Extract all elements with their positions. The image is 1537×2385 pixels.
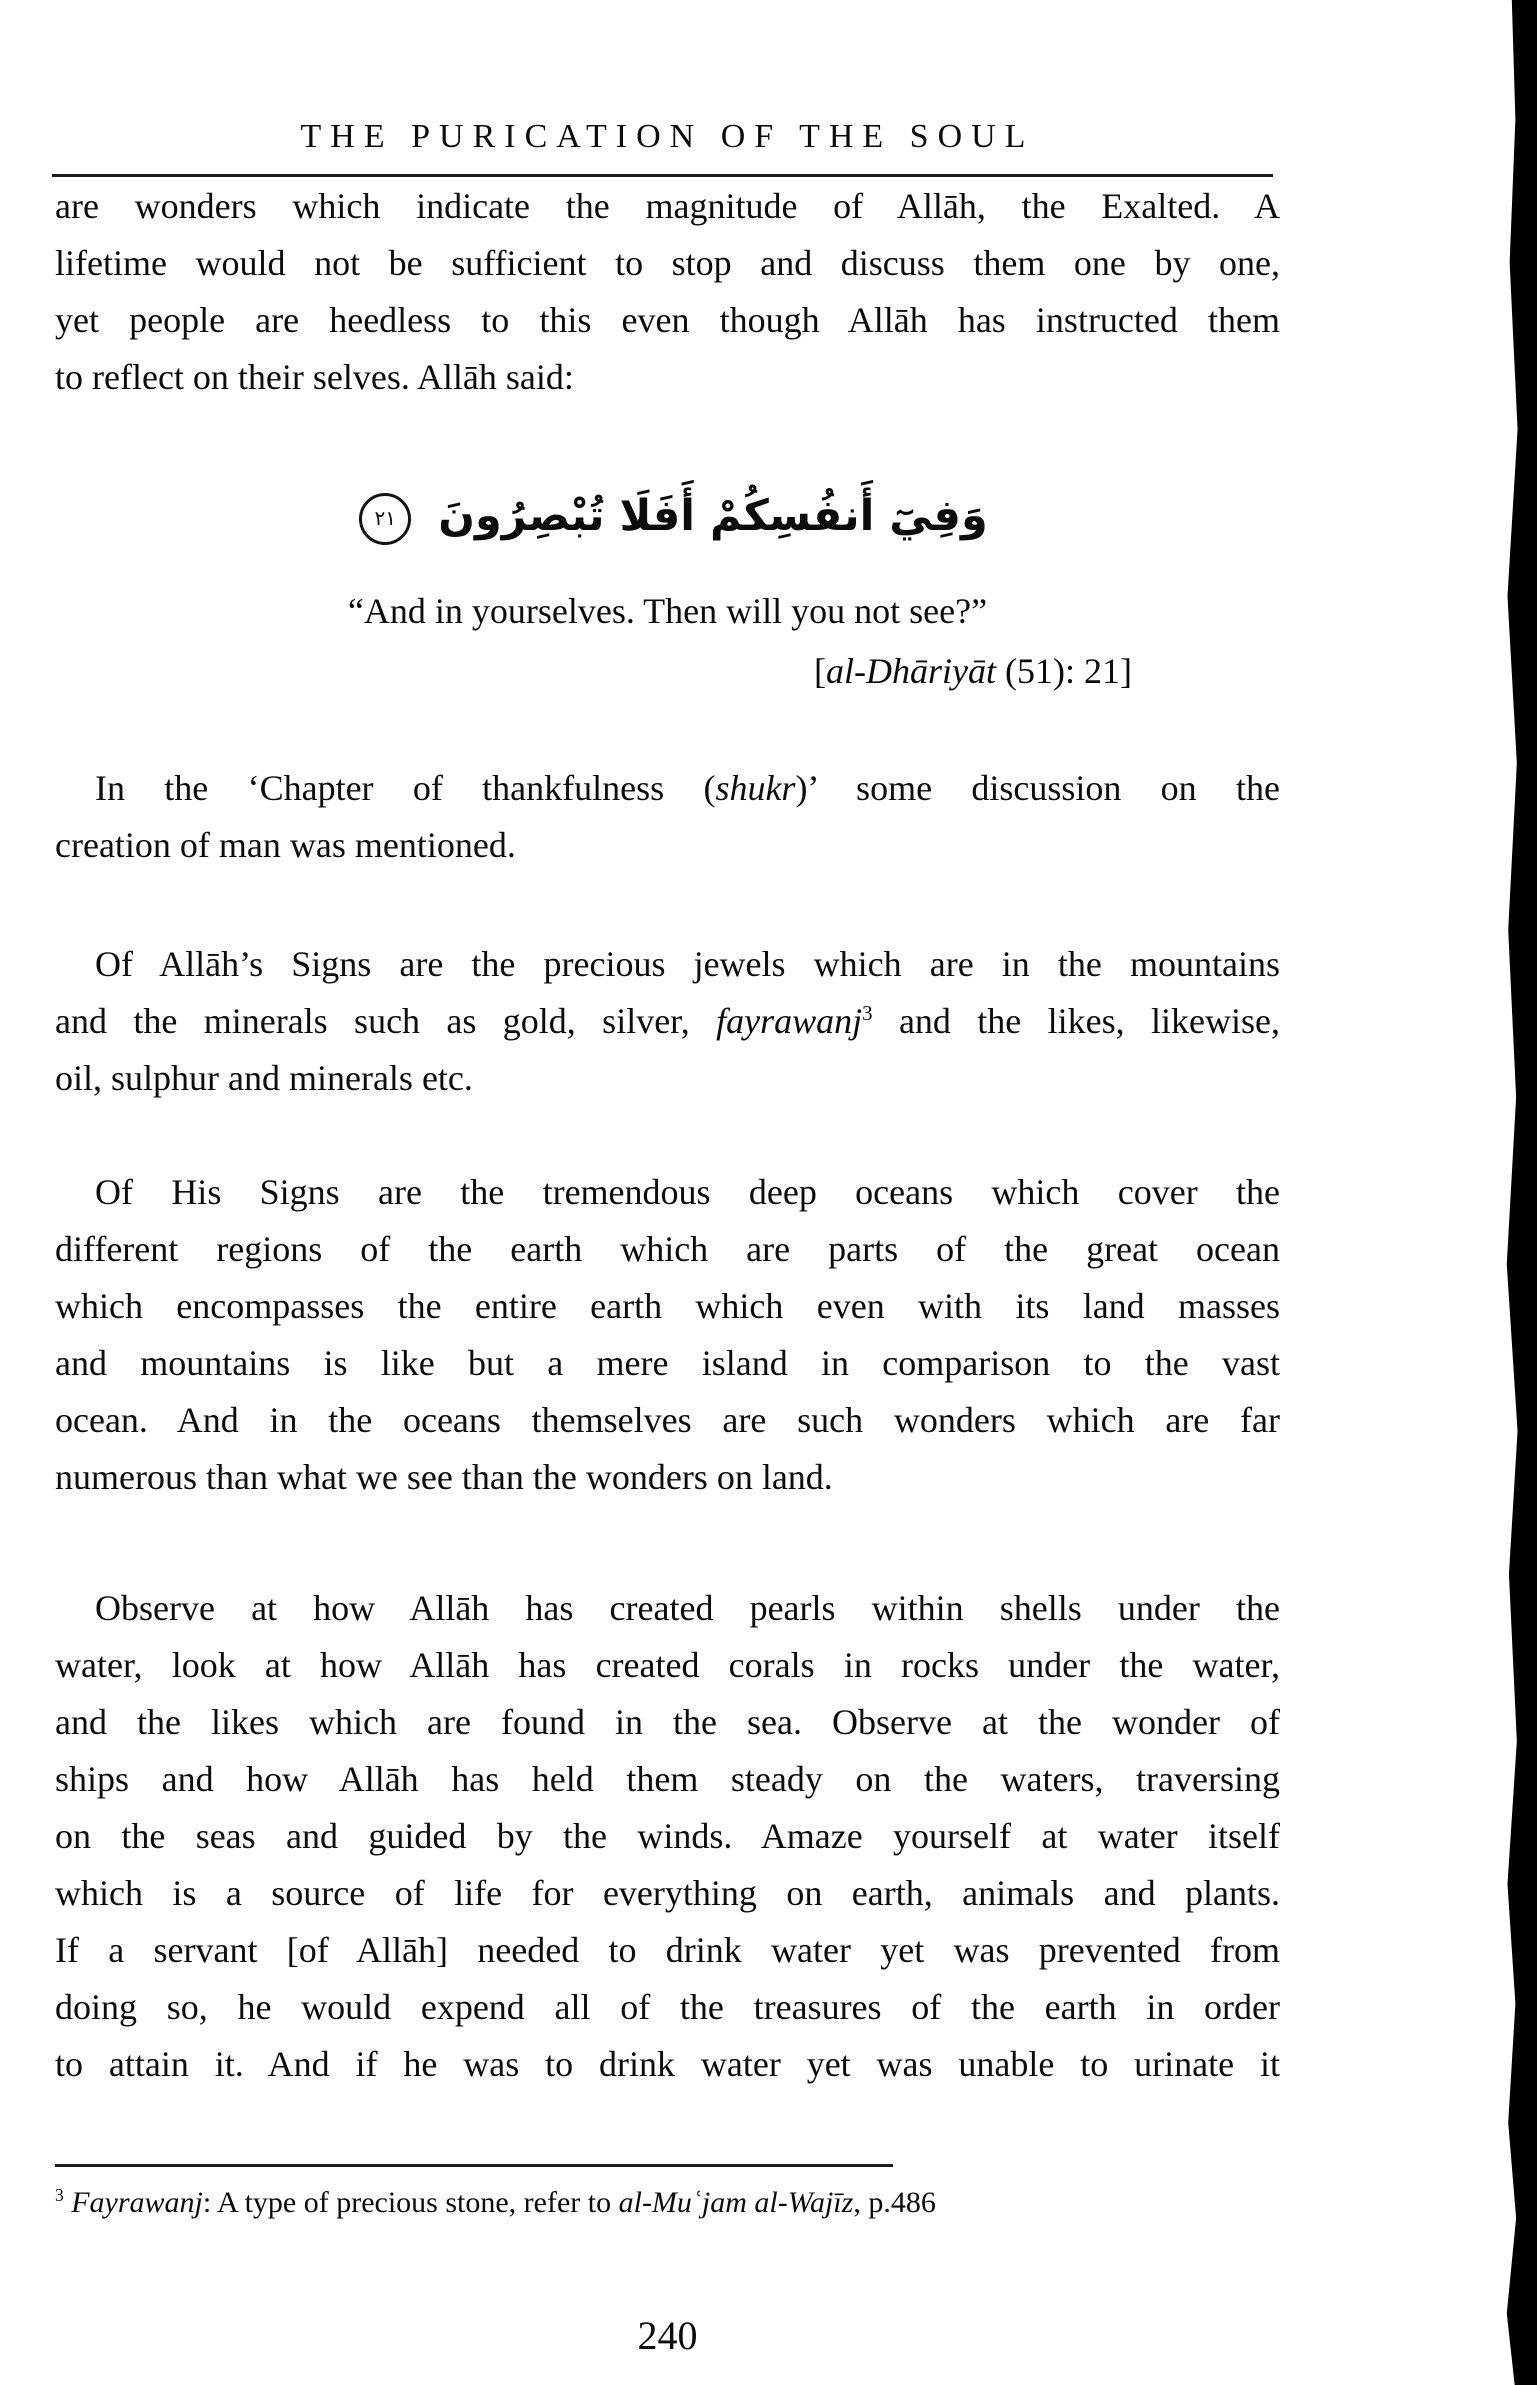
scan-edge-artifact — [1501, 0, 1537, 2385]
header-rule — [52, 174, 1273, 177]
text-line: which is a source of life for everything on earth, animals and plants. — [55, 1873, 1280, 1913]
text-line: oil, sulphur and minerals etc. — [55, 1058, 473, 1098]
text-line: Of His Signs are the tremendous deep oceans which cover the — [95, 1172, 1280, 1212]
page-header-title: THE PURICATION OF THE SOUL — [300, 118, 1035, 155]
text-line: lifetime would not be sufficient to stop and discuss them one by one, — [55, 243, 1280, 283]
text-line: to attain it. And if he was to drink water yet was unable to urinate it — [55, 2044, 1280, 2084]
text-line: which encompasses the entire earth which even with its land masses — [55, 1286, 1280, 1326]
footnote-text: Fayrawanj: A type of precious stone, refer to al-Muʿjam al-Wajīz, p.486 — [71, 2186, 936, 2219]
text-line: In the ‘Chapter of thankfulness (shukr)’ some discussion on the — [95, 768, 1280, 808]
body-paragraph — [55, 760, 1280, 874]
verse-citation: [al-Dhāriyāt (51): 21] — [814, 651, 1132, 691]
text-line: Of Allāh’s Signs are the precious jewels which are in the mountains — [95, 944, 1280, 984]
text-line: doing so, he would expend all of the treasures of the earth in order — [55, 1987, 1280, 2027]
footnote-rule — [55, 2164, 893, 2167]
text-line: yet people are heedless to this even though Allāh has instructed them — [55, 300, 1280, 340]
body-paragraph — [55, 936, 1280, 1107]
arabic-verse — [55, 468, 1280, 564]
body-paragraph — [55, 178, 1280, 406]
text-line: to reflect on their selves. Allāh said: — [55, 357, 574, 397]
page-number: 240 — [637, 2313, 698, 2358]
text-line: on the seas and guided by the winds. Amaze yourself at water itself — [55, 1816, 1280, 1856]
text-line: and the likes which are found in the sea. Observe at the wonder of — [55, 1702, 1280, 1742]
text-line: If a servant [of Allāh] needed to drink water yet was prevented from — [55, 1930, 1280, 1970]
body-paragraph — [55, 1580, 1280, 2093]
text-line: creation of man was mentioned. — [55, 825, 516, 865]
text-line: numerous than what we see than the wonders on land. — [55, 1457, 833, 1497]
footnote-marker: 3 — [55, 2185, 64, 2205]
text-line: water, look at how Allāh has created corals in rocks under the water, — [55, 1645, 1280, 1685]
text-line: and the minerals such as gold, silver, fayrawanj$^3$ and the likes, likewise, — [55, 1001, 1281, 1041]
arabic-verse-text: وَفِيٓ أَنفُسِكُمْ أَفَلَا تُبْصِرُونَ — [438, 491, 988, 541]
text-line: ships and how Allāh has held them steady on the waters, traversing — [55, 1759, 1280, 1799]
text-line: ocean. And in the oceans themselves are such wonders which are far — [55, 1400, 1280, 1440]
text-line: different regions of the earth which are parts of the great ocean — [55, 1229, 1280, 1269]
footnote — [55, 2182, 1280, 2224]
ayah-end-marker: ٢١ — [359, 493, 411, 545]
body-paragraph — [55, 1164, 1280, 1506]
verse-translation: “And in yourselves. Then will you not see?” — [347, 591, 988, 631]
text-line: and mountains is like but a mere island in comparison to the vast — [55, 1343, 1280, 1383]
text-line: are wonders which indicate the magnitude of Allāh, the Exalted. A — [55, 186, 1280, 226]
text-line: Observe at how Allāh has created pearls within shells under the — [95, 1588, 1280, 1628]
